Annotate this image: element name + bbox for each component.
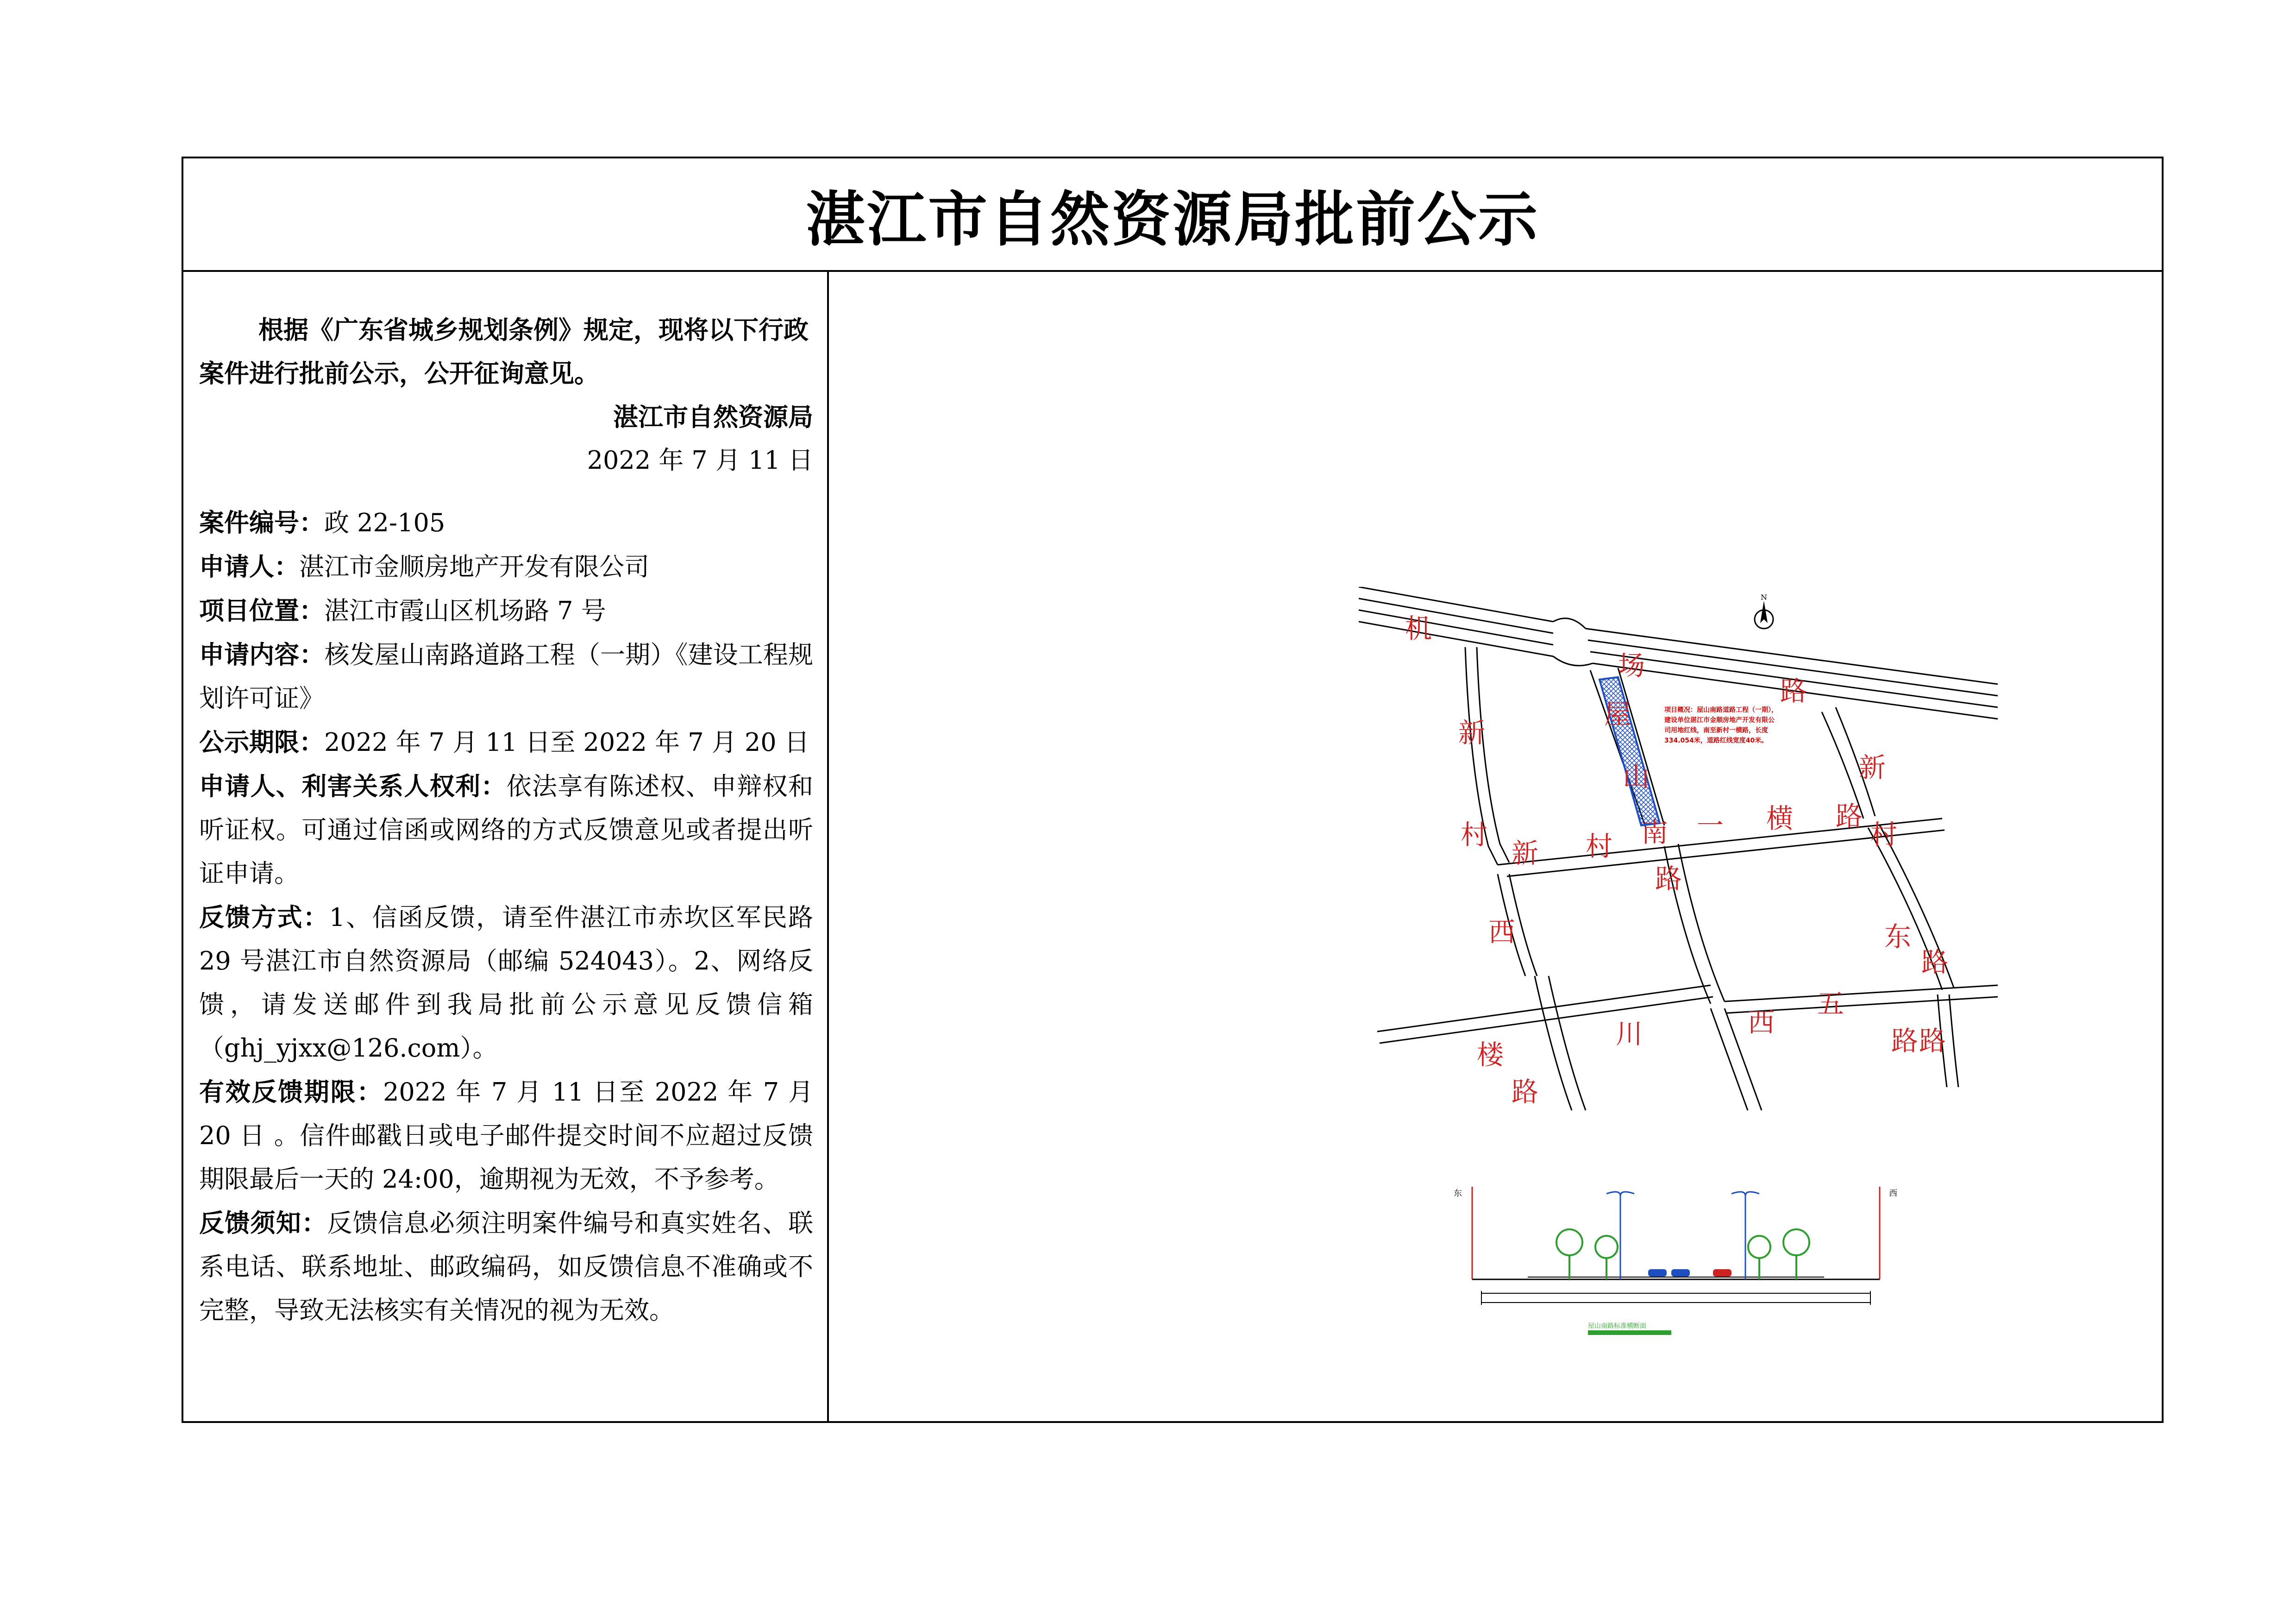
- feedback-notice-field: [199, 1201, 813, 1332]
- field-label: 反馈须知：: [199, 1208, 327, 1238]
- road-label: 村: [1586, 831, 1613, 862]
- field-value: 1、信函反馈，请至件湛江市赤坎区军民路 29 号湛江市自然资源局（邮编 524043）。2、网络反馈，请发送邮件到我局批前公示意见反馈信箱（ghj_yjxx@126.com）。: [199, 903, 814, 1063]
- road-label: 南: [1641, 817, 1669, 848]
- field-label: 申请人：: [199, 552, 299, 581]
- road-label: 川: [1616, 1018, 1643, 1050]
- field-label: 反馈方式：: [199, 902, 329, 932]
- period-field: [199, 720, 813, 764]
- field-label: 申请内容：: [199, 640, 325, 669]
- road-label: 五: [1817, 988, 1844, 1020]
- field-value: 2022 年 7 月 11 日至 2022 年 7 月 20 日 。信件邮戳日或电子邮件提交时间不应超过反馈期限最后一天的 24:00，逾期视为无效，不予参考。: [199, 1077, 813, 1194]
- field-value: 核发屋山南路道路工程（一期）《建设工程规划许可证》: [199, 640, 813, 713]
- road-label: 机: [1405, 613, 1432, 644]
- road-cross-section: [1454, 1187, 1898, 1353]
- road-label: 路: [1921, 946, 1949, 978]
- rights-field: [199, 764, 813, 895]
- page-title: 湛江市自然资源局批前公示: [805, 184, 1539, 254]
- note-line: 项目概况：屋山南路道路工程（一期），: [1664, 706, 1778, 714]
- applicant-field: [199, 545, 813, 589]
- notice-text-column: [183, 272, 829, 1421]
- field-label: 项目位置：: [199, 596, 324, 625]
- intro-paragraph: 根据《广东省城乡规划条例》规定，现将以下行政案件进行批前公示，公开征询意见。: [199, 315, 809, 388]
- vehicle-icon: [1648, 1269, 1731, 1277]
- feedback-method-field: [199, 895, 813, 1070]
- note-line: 334.054米，道路红线宽度40米。: [1664, 737, 1768, 744]
- site-map: [1359, 587, 2007, 1115]
- field-label: 公示期限：: [199, 727, 324, 757]
- caption-bar: [1588, 1330, 1671, 1335]
- field-value: 政 22-105: [324, 508, 445, 537]
- road-label: 路: [1780, 675, 1807, 707]
- road-label: 路: [1512, 1076, 1539, 1108]
- road-label: 一: [1697, 810, 1724, 841]
- road-label: 楼: [1477, 1039, 1504, 1070]
- road-label: 新: [1458, 717, 1486, 749]
- note-line: 建设单位湛江市金顺房地产开发有限公: [1664, 717, 1775, 724]
- field-label: 申请人、利害关系人权利：: [199, 771, 507, 801]
- field-value: 反馈信息必须注明案件编号和真实姓名、联系电话、联系地址、邮政编码，如反馈信息不准确或不完整，导致无法核实有关情况的视为无效。: [199, 1209, 814, 1325]
- content-field: [199, 633, 813, 720]
- field-label: 案件编号：: [199, 508, 324, 537]
- location-field: [199, 589, 813, 633]
- direction-label: 西: [1889, 1189, 1897, 1198]
- road-label: 村: [1870, 819, 1898, 850]
- note-line: 司用地红线，南至新村一横路，长度: [1664, 727, 1768, 734]
- road-labels: [1405, 613, 1948, 1108]
- street-lamp-icon: [1606, 1192, 1759, 1279]
- field-label: 有效反馈期限：: [199, 1077, 383, 1107]
- field-value: 依法享有陈述权、申辩权和听证权。可通过信函或网络的方式反馈意见或者提出听证申请。: [199, 772, 814, 888]
- issue-date: 2022 年 7 月 11 日: [587, 446, 813, 475]
- direction-label: 东: [1454, 1189, 1462, 1198]
- field-value: 2022 年 7 月 11 日至 2022 年 7 月 20 日: [324, 728, 809, 757]
- road-label: 路: [1836, 800, 1863, 832]
- issuer-signature: 湛江市自然资源局: [613, 402, 813, 432]
- road-label: 山: [1623, 761, 1650, 793]
- field-value: 湛江市金顺房地产开发有限公司: [299, 552, 649, 581]
- project-note: [1664, 706, 1778, 744]
- road-label: 新: [1859, 752, 1886, 783]
- road-label: 路: [1919, 1025, 1946, 1057]
- north-arrow-icon: [1755, 593, 1773, 629]
- road-label: 场: [1618, 650, 1645, 681]
- road-label: 新: [1512, 837, 1539, 869]
- road-label: 横: [1766, 803, 1794, 834]
- drawing-column: [831, 272, 2162, 1421]
- road-label: 东: [1884, 921, 1912, 952]
- cross-section-caption: 屋山南路标准横断面: [1588, 1322, 1646, 1330]
- road-label: 西: [1748, 1007, 1775, 1038]
- title-row: [183, 158, 2162, 272]
- road-label: 路: [1655, 863, 1682, 894]
- road-label: 屋: [1604, 699, 1631, 730]
- deadline-field: [199, 1070, 813, 1201]
- field-value: 湛江市霞山区机场路 7 号: [324, 596, 606, 625]
- road-label: 村: [1461, 819, 1488, 850]
- north-label: N: [1761, 593, 1767, 602]
- case-number-field: [199, 501, 813, 545]
- road-label: 路: [1891, 1025, 1919, 1057]
- notice-frame: [182, 157, 2164, 1423]
- road-label: 西: [1488, 916, 1516, 948]
